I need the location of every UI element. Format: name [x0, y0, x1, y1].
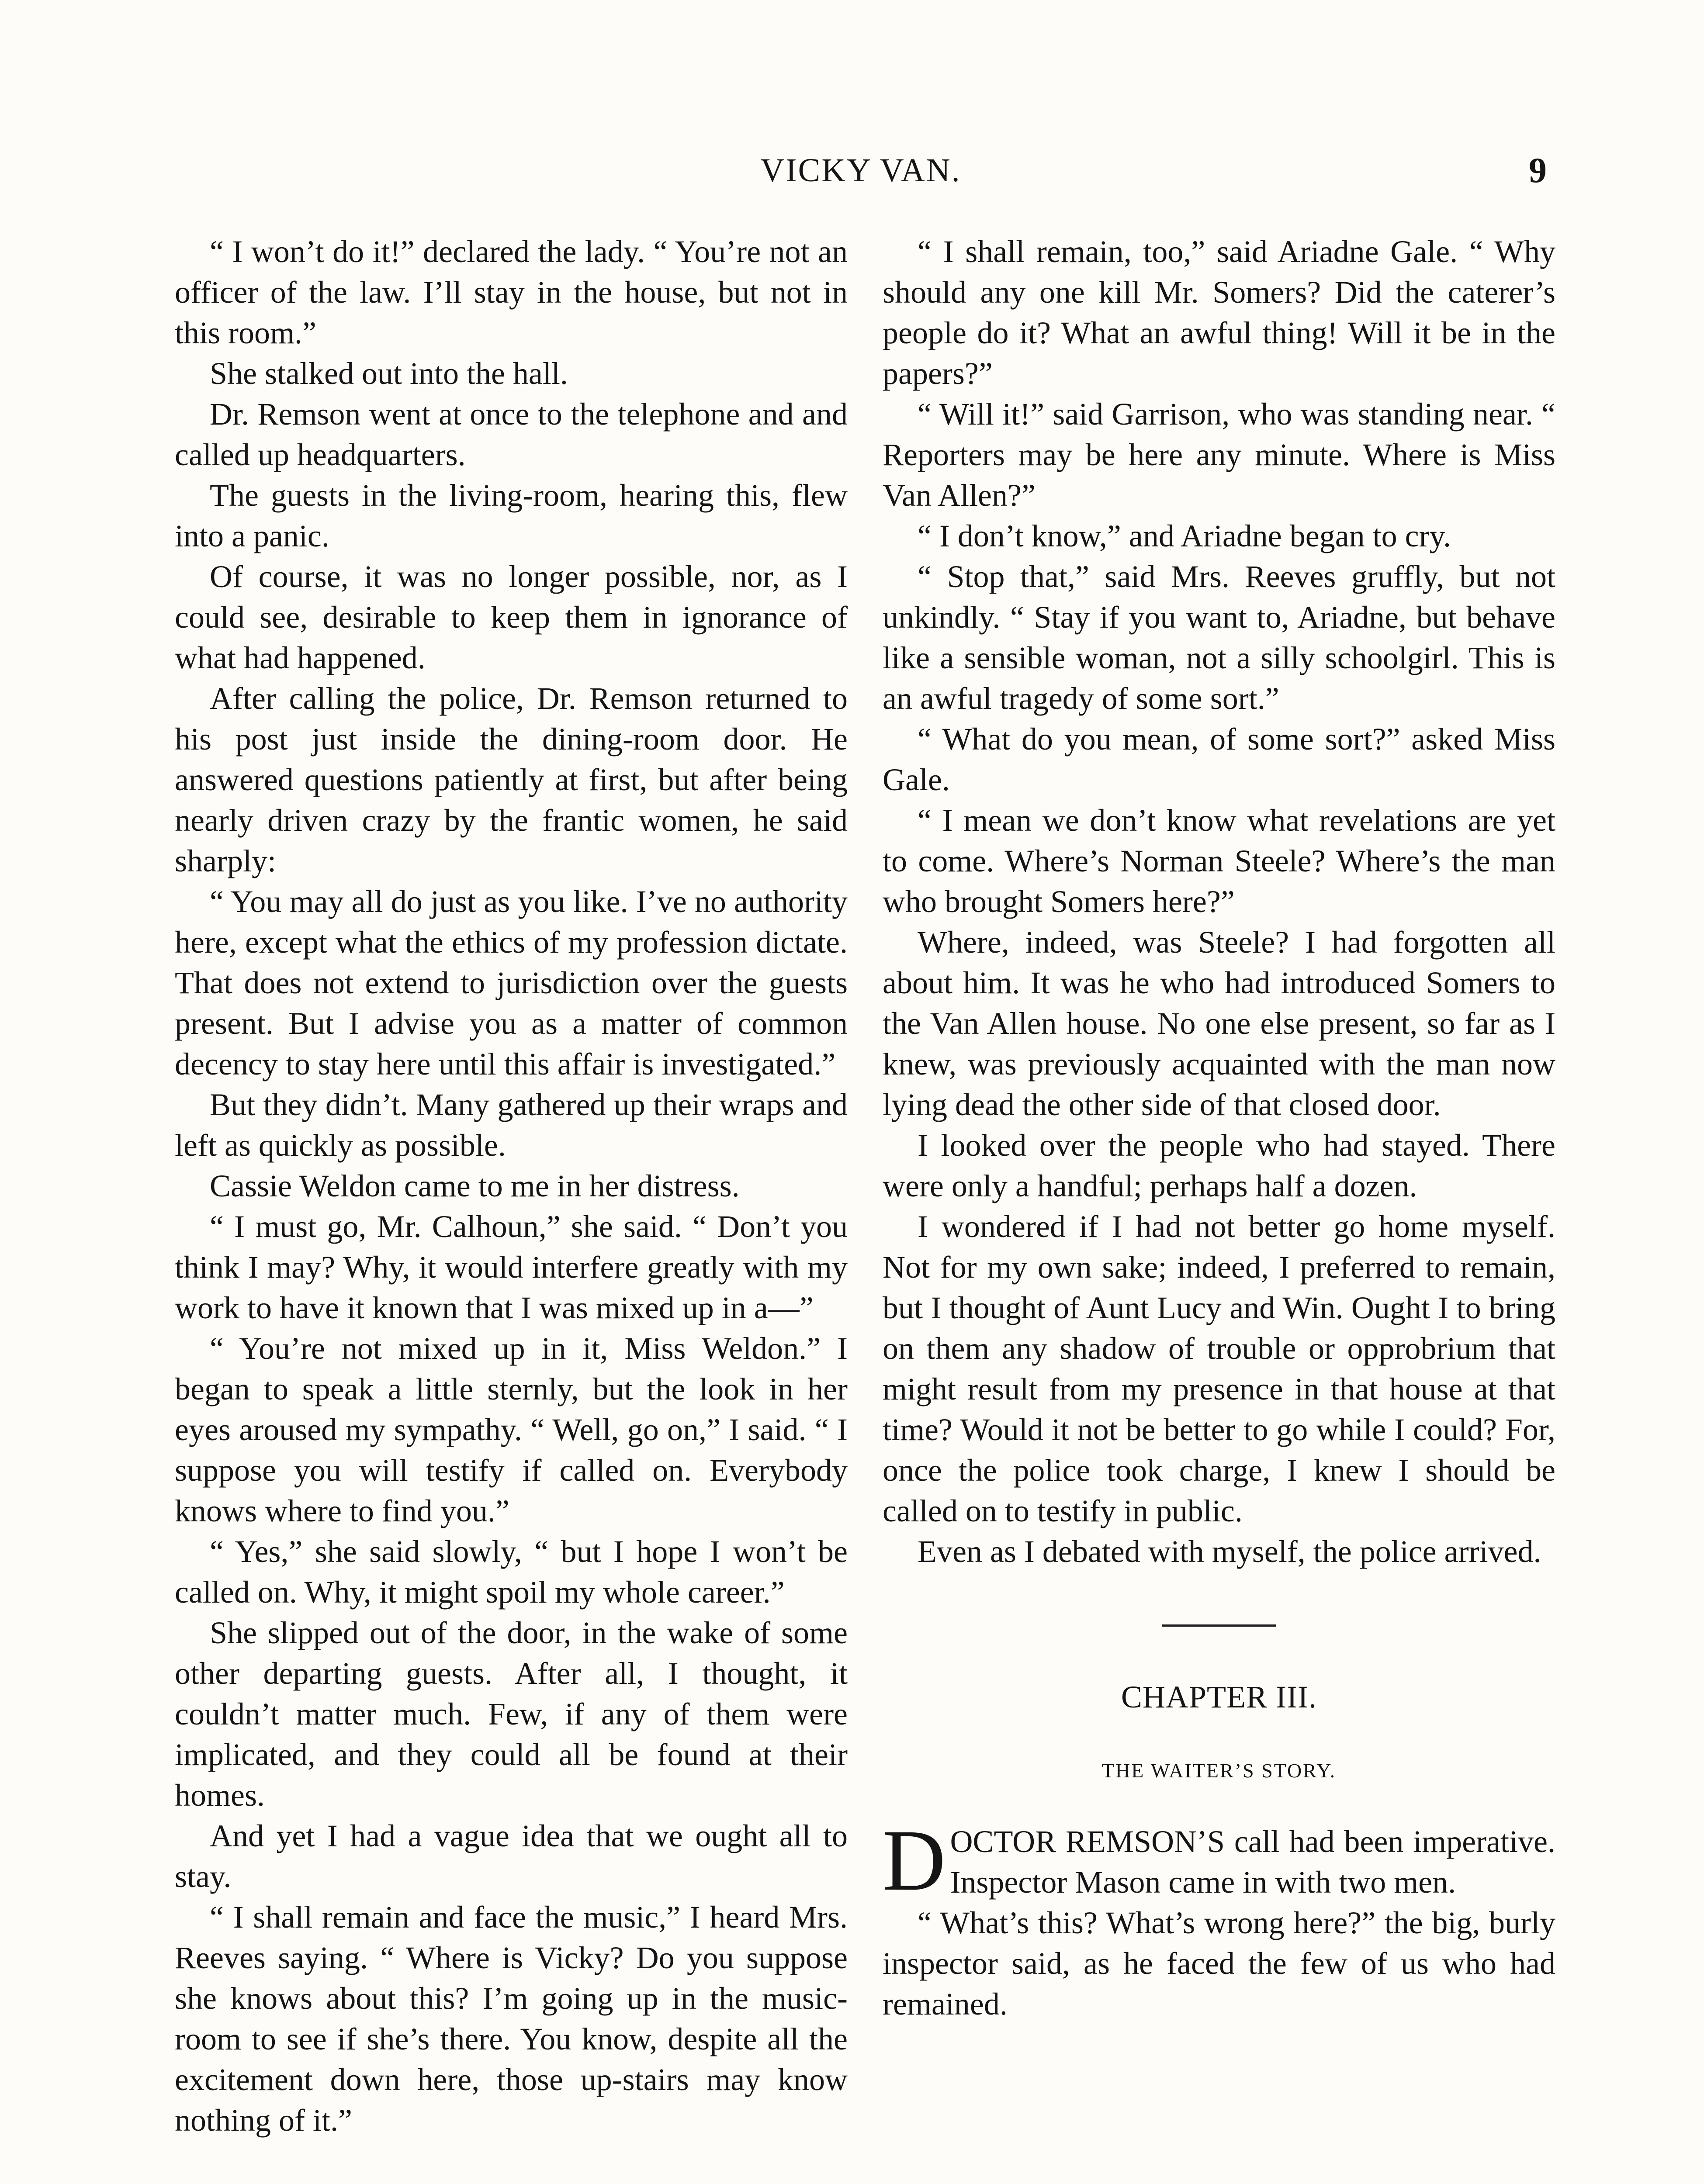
right-column — [883, 232, 1555, 2025]
paragraph: But they didn’t. Many gathered up their wraps and left as quickly as possible. — [175, 1087, 848, 1163]
paragraph: “ I shall remain, too,” said Ariadne Gale. “ Why should any one kill Mr. Somers? Did the caterer’s people do it? What an awful thing! Will it be in the papers?” — [883, 234, 1555, 391]
running-head — [175, 144, 1547, 197]
paragraph: “ What’s this? What’s wrong here?” the big, burly inspector said, as he faced the few of us who had remained. — [883, 1905, 1555, 2022]
paragraph: “ You’re not mixed up in it, Miss Weldon.” I began to speak a little sternly, but the look in her eyes aroused my sympathy. “ Well, go on,” I said. “ I suppose you will testify if called on. Everybody knows where to find you.” — [175, 1331, 848, 1528]
paragraph: “ I must go, Mr. Calhoun,” she said. “ Don’t you think I may? Why, it would interfere greatly with my work to have it known that I was mixed up in a—” — [175, 1209, 848, 1325]
paragraph: “ Yes,” she said slowly, “ but I hope I won’t be called on. Why, it might spoil my whole career.” — [175, 1534, 848, 1610]
paragraph: “ I don’t know,” and Ariadne began to cry. — [918, 518, 1451, 553]
paragraph: Even as I debated with myself, the police arrived. — [918, 1534, 1541, 1569]
paragraph: “ I shall remain and face the music,” I heard Mrs. Reeves saying. “ Where is Vicky? Do you suppose she knows about this? I’m going up in the music-room to see if she’s there. You know, despite all the excitement down here, those up-stairs may know nothing of it.” — [175, 1900, 848, 2138]
paragraph: The guests in the living-room, hearing this, flew into a panic. — [175, 478, 848, 553]
paragraph: “ Stop that,” said Mrs. Reeves gruffly, but not unkindly. “ Stay if you want to, Ariadne, but behave like a sensible woman, not a silly schoolgirl. This is an awful tragedy of some sort.” — [883, 559, 1555, 716]
paragraph: And yet I had a vague idea that we ought all to stay. — [175, 1818, 848, 1894]
paragraph: Where, indeed, was Steele? I had forgotten all about him. It was he who had introduced Somers to the Van Allen house. No one else present, so far as I knew, was previously acquainted with the man now lying dead the other side of that closed door. — [883, 925, 1555, 1122]
chapter-subtitle: THE WAITER’S STORY. — [1101, 1759, 1337, 1782]
opening-text: OCTOR REMSON’S call had been imperative. Inspector Mason came in with two men. — [950, 1824, 1555, 1900]
paragraph: Dr. Remson went at once to the telephone and and called up headquarters. — [175, 397, 848, 472]
paragraph: “ I mean we don’t know what revelations are yet to come. Where’s Norman Steele? Where’s the man who brought Somers here?” — [883, 803, 1555, 919]
paragraph: Of course, it was no longer possible, nor, as I could see, desirable to keep them in ignorance of what had happened. — [175, 559, 848, 675]
paragraph: “ Will it!” said Garrison, who was standing near. “ Reporters may be here any minute. Where is Miss Van Allen?” — [883, 397, 1555, 513]
paragraph: After calling the police, Dr. Remson returned to his post just inside the dining-room door. He answered questions patiently at first, but after being nearly driven crazy by the frantic women, he said sharply: — [175, 681, 848, 878]
paragraph: Cassie Weldon came to me in her distress. — [210, 1168, 740, 1203]
drop-cap: D — [883, 1812, 946, 1909]
section-divider — [1162, 1624, 1276, 1627]
left-column — [175, 232, 848, 2141]
chapter-title: CHAPTER III. — [1121, 1679, 1317, 1714]
running-title: VICKY VAN. — [760, 152, 961, 189]
paragraph: “ I won’t do it!” declared the lady. “ You’re not an officer of the law. I’ll stay in the house, but not in this room.” — [175, 234, 848, 350]
paragraph: She stalked out into the hall. — [210, 356, 568, 391]
chapter-opening-paragraph — [883, 1812, 1555, 1909]
paragraph: “ You may all do just as you like. I’ve no authority here, except what the ethics of my profession dictate. That does not extend to jurisdiction over the guests present. But I advise you as a matter of common decency to stay here until this affair is investigated.” — [175, 884, 848, 1082]
paragraph: She slipped out of the door, in the wake of some other departing guests. After all, I thought, it couldn’t matter much. Few, if any of them were implicated, and they could all be found at their homes. — [175, 1615, 848, 1813]
paragraph: I wondered if I had not better go home myself. Not for my own sake; indeed, I preferred to remain, but I thought of Aunt Lucy and Win. Ought I to bring on them any shadow of trouble or opprobrium that might result from my presence in that house at that time? Would it not be better to go while I could? For, once the police took charge, I knew I should be called on to testify in public. — [883, 1209, 1555, 1528]
paragraph: “ What do you mean, of some sort?” asked Miss Gale. — [883, 722, 1555, 797]
page-number: 9 — [1529, 150, 1547, 190]
paragraph: I looked over the people who had stayed. There were only a handful; perhaps half a dozen. — [883, 1128, 1555, 1203]
